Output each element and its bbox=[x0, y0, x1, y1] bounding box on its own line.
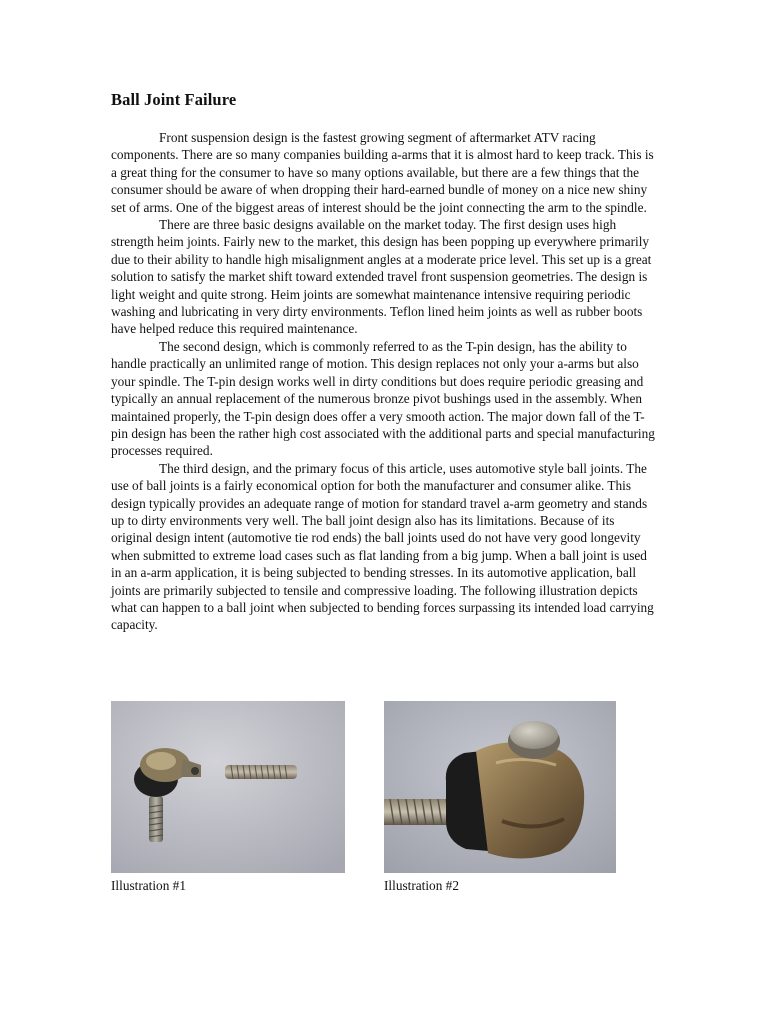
illustration-1 bbox=[111, 701, 345, 894]
ball-joint-photo-1 bbox=[111, 701, 345, 873]
paragraph-ball-joints: The third design, and the primary focus of this article, uses automotive style ball joints. The use of ball joints is a fairly economical option for both the manufacturer and consumer alike. This design typically provides an adequate range of motion for standard travel a-arm geometry and stands up to dirty environments very well. The ball joint design also has its limitations. Because of its original design intent (automotive tie rod ends) the ball joints used do not have very good longevity when submitted to extreme load cases such as flat landing from a big jump. When a ball joint is used in an a-arm application, it is being subjected to bending stresses. In its automotive application, ball joints are primarily subjected to tensile and compressive loading. The following illustration depicts what can happen to a ball joint when subjected to bending forces surpassing its intended load carrying capacity. bbox=[111, 460, 654, 633]
illustration-2-caption: Illustration #2 bbox=[384, 878, 459, 893]
article-body bbox=[111, 129, 655, 634]
paragraph-heim-joints: There are three basic designs available on the market today. The first design uses high strength heim joints. Fairly new to the market, this design has been popping up everywhere primarily due to their ability to handle high misalignment angles at a moderate price level. This set up is a great solution to satisfy the market shift toward extended travel front suspension geometries. The design is light weight and quite strong. Heim joints are somewhat maintenance intensive requiring periodic washing and lubricating in very dirty environments. Teflon lined heim joints as well as rubber boots have helped reduce this required maintenance. bbox=[111, 217, 652, 337]
ball-joint-photo-2 bbox=[384, 701, 616, 873]
paragraph-intro: Front suspension design is the fastest growing segment of aftermarket ATV racing components. There are so many companies building a-arms that it is almost hard to keep track. This is a great thing for the consumer to have so many options available, but there are a few things that the consumer should be aware of when dropping their hard-earned bundle of money on a nice new shiny set of arms. One of the biggest areas of interest should be the joint connecting the arm to the spindle. bbox=[111, 130, 654, 215]
illustration-2 bbox=[384, 701, 616, 894]
paragraph-t-pin: The second design, which is commonly referred to as the T-pin design, has the ability to handle practically an unlimited range of motion. This design replaces not only your a-arms but also your spindle. The T-pin design works well in dirty conditions but does require periodic greasing and typically an annual replacement of the numerous bronze pivot bushings used in the assembly. When maintained properly, the T-pin design does offer a very smooth action. The major down fall of the T-pin design has been the rather high cost associated with the additional parts and special manufacturing processes required. bbox=[111, 338, 655, 459]
illustration-1-caption: Illustration #1 bbox=[111, 878, 186, 893]
document-title: Ball Joint Failure bbox=[111, 90, 237, 109]
illustrations bbox=[111, 701, 621, 901]
